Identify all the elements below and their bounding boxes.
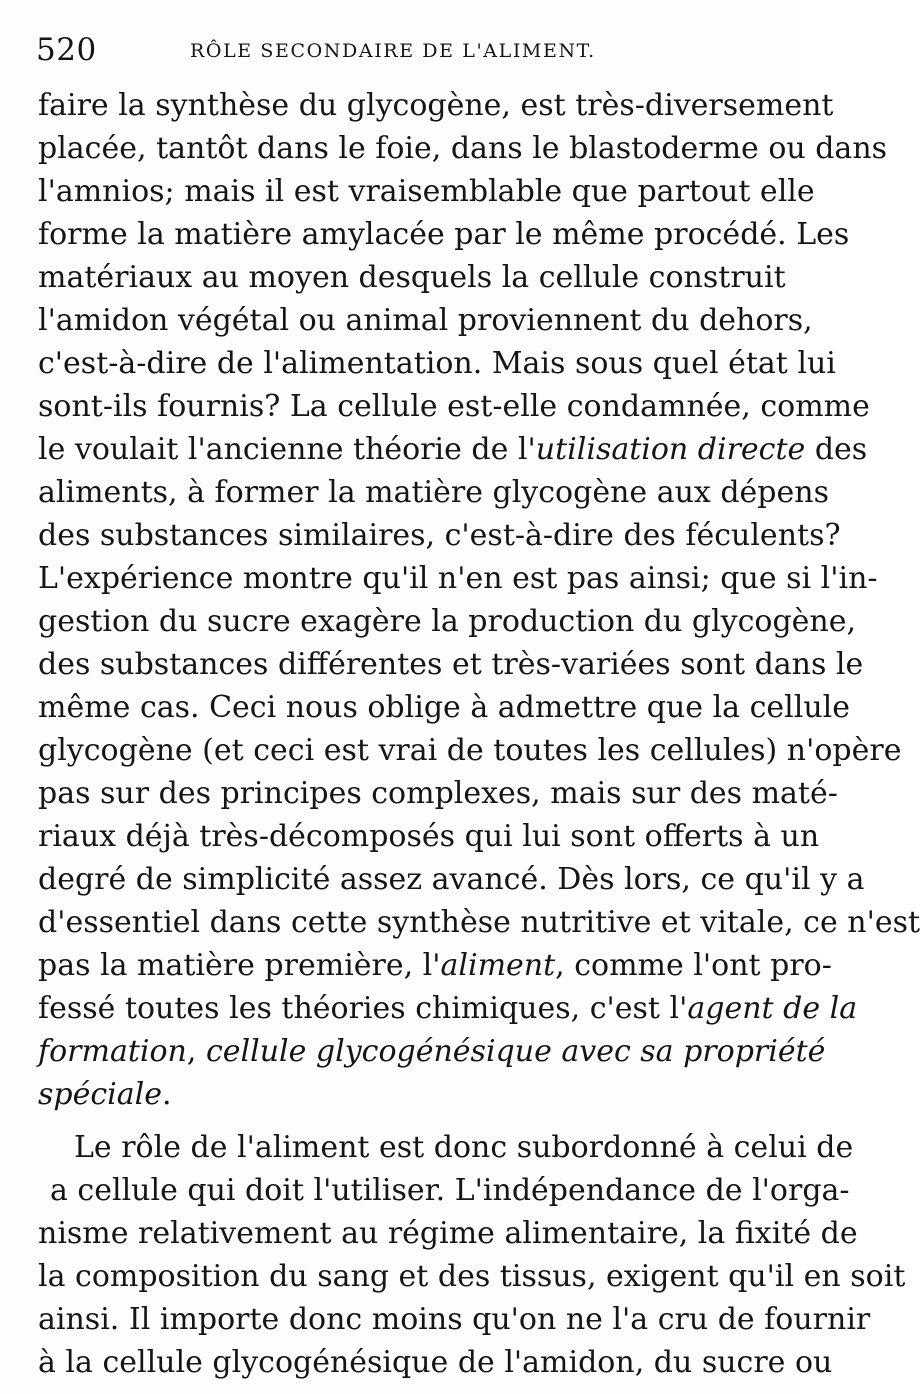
text-line	[38, 342, 836, 385]
text-line	[38, 729, 902, 772]
text-segment: L'expérience montre qu'il n'en est pas ainsi; que si l'in-	[38, 561, 878, 596]
paragraph	[38, 1126, 906, 1384]
text-line	[38, 1169, 850, 1212]
text-line	[38, 987, 858, 1030]
text-line	[38, 170, 815, 213]
text-segment: ,	[186, 1034, 206, 1069]
text-segment: des	[805, 432, 868, 467]
text-line	[38, 1298, 871, 1341]
text-segment: des substances similaires, c'est-à-dire des féculents?	[38, 518, 841, 553]
text-line	[38, 127, 888, 170]
text-segment: le voulait l'ancienne théorie de l'	[38, 432, 536, 467]
text-line	[38, 1341, 833, 1384]
text-segment: forme la matière amylacée par le même procédé. Les	[38, 217, 850, 252]
text-segment: Le rôle de l'aliment est donc subordonné à celui de	[74, 1130, 854, 1165]
text-line	[38, 944, 832, 987]
italic-segment: aliment	[440, 948, 556, 983]
text-line	[38, 471, 829, 514]
text-segment: même cas. Ceci nous oblige à admettre que la cellule	[38, 690, 851, 725]
page-header	[36, 30, 764, 70]
text-segment: fessé toutes les théories chimiques, c'est l'	[38, 991, 688, 1026]
text-line	[38, 1255, 906, 1298]
text-segment: degré de simplicité assez avancé. Dès lors, ce qu'il y a	[38, 862, 865, 897]
italic-segment: spéciale	[38, 1077, 162, 1112]
italic-segment: agent de la	[687, 991, 858, 1026]
text-segment: nisme relativement au régime alimentaire, la fixité de	[38, 1216, 858, 1251]
text-segment: sont-ils fournis? La cellule est-elle condamnée, comme	[38, 389, 870, 424]
text-line	[38, 213, 850, 256]
text-line	[38, 84, 834, 127]
text-segment: a cellule qui doit l'utiliser. L'indépendance de l'orga-	[50, 1173, 850, 1208]
text-line	[38, 1030, 826, 1073]
text-line	[38, 643, 864, 686]
text-segment: des substances différentes et très-variées sont dans le	[38, 647, 864, 682]
text-segment: matériaux au moyen desquels la cellule construit	[38, 260, 786, 295]
text-line	[38, 299, 813, 342]
text-segment: pas sur des principes complexes, mais sur des maté-	[38, 776, 838, 811]
text-line	[38, 901, 920, 944]
page-number: 520	[36, 32, 97, 68]
text-segment: l'amidon végétal ou animal proviennent du dehors,	[38, 303, 813, 338]
italic-segment: cellule glycogénésique avec sa propriété	[205, 1034, 826, 1069]
text-segment: c'est-à-dire de l'alimentation. Mais sous quel état lui	[38, 346, 836, 381]
text-segment: placée, tantôt dans le foie, dans le blastoderme ou dans	[38, 131, 888, 166]
text-line	[38, 858, 865, 901]
text-segment: d'essentiel dans cette synthèse nutritive et vitale, ce n'est	[38, 905, 920, 940]
text-line	[38, 385, 870, 428]
text-segment: à la cellule glycogénésique de l'amidon, du sucre ou	[38, 1345, 833, 1380]
text-segment: glycogène (et ceci est vrai de toutes les cellules) n'opère	[38, 733, 902, 768]
text-segment: , comme l'ont pro-	[555, 948, 832, 983]
paragraph-gap	[38, 1116, 762, 1126]
text-line	[38, 1212, 858, 1255]
text-segment: faire la synthèse du glycogène, est très-diversement	[38, 88, 834, 123]
text-line	[38, 428, 868, 471]
text-line	[38, 600, 857, 643]
text-segment: .	[161, 1077, 172, 1112]
text-segment: riaux déjà très-décomposés qui lui sont offerts à un	[38, 819, 820, 854]
body-text	[38, 84, 920, 1384]
text-segment: aliments, à former la matière glycogène aux dépens	[38, 475, 829, 510]
text-segment: la composition du sang et des tissus, exigent qu'il en soit	[38, 1259, 906, 1294]
text-line	[38, 1126, 854, 1169]
text-segment: pas la matière première, l'	[38, 948, 441, 983]
text-line	[38, 557, 878, 600]
text-line	[38, 514, 841, 557]
italic-segment: utilisation directe	[535, 432, 806, 467]
paragraph	[38, 84, 920, 1116]
text-segment: ainsi. Il importe donc moins qu'on ne l'a cru de fournir	[38, 1302, 871, 1337]
text-line	[38, 686, 851, 729]
text-line	[38, 815, 820, 858]
italic-segment: formation	[38, 1034, 187, 1069]
running-title: RÔLE SECONDAIRE DE L'ALIMENT.	[190, 40, 596, 62]
text-segment: gestion du sucre exagère la production du glycogène,	[38, 604, 857, 639]
text-line	[38, 1073, 762, 1116]
text-segment: l'amnios; mais il est vraisemblable que partout elle	[38, 174, 815, 209]
text-line	[38, 256, 786, 299]
text-line	[38, 772, 838, 815]
